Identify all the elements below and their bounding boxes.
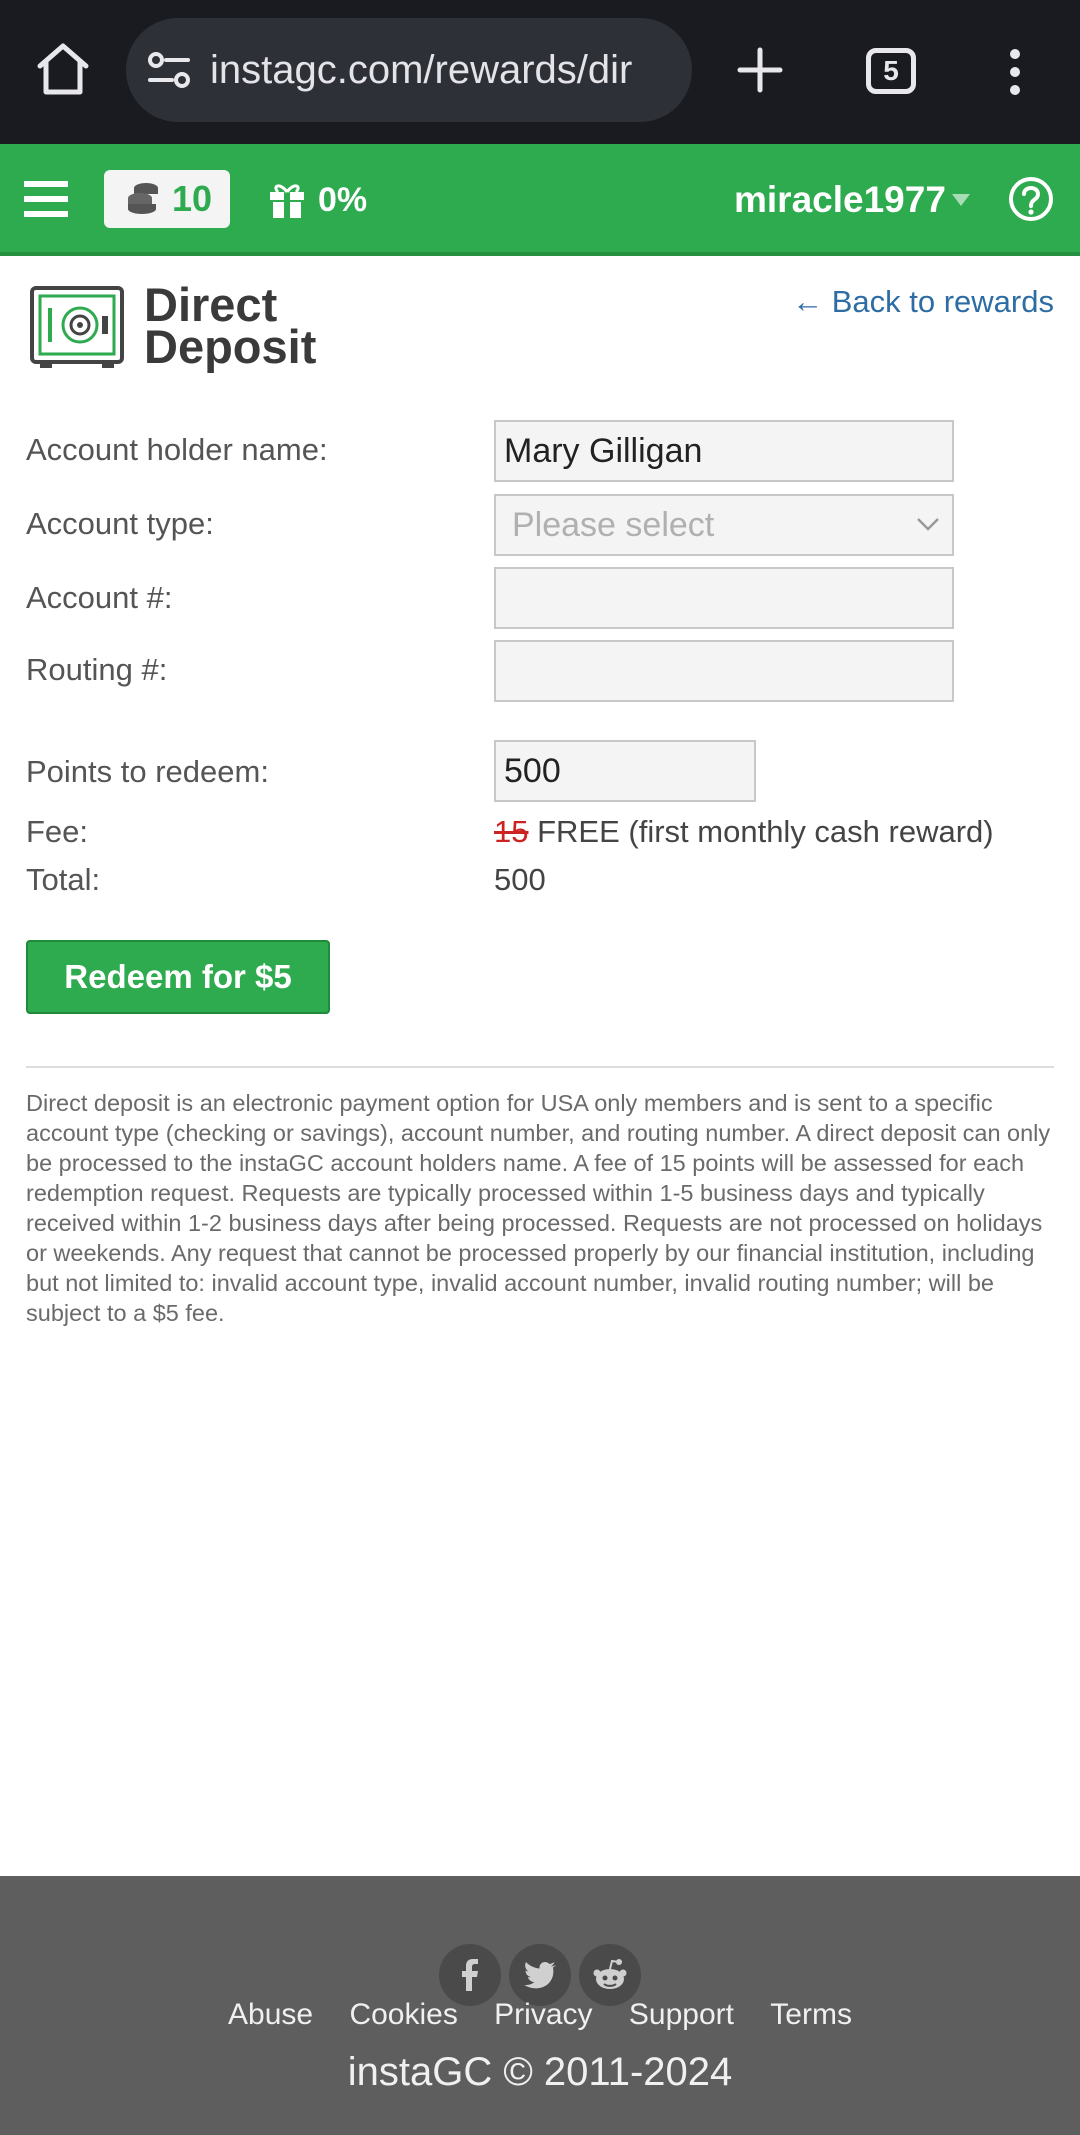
twitter-button[interactable] [509, 1944, 571, 2006]
copyright: instaGC © 2011-2024 [347, 2050, 733, 2094]
username-menu[interactable]: miracle1977 [734, 179, 946, 220]
points-count: 10 [172, 178, 213, 219]
account-holder-label: Account holder name: [26, 432, 328, 467]
footer-links [0, 1998, 1080, 2032]
back-to-rewards-link[interactable]: ← Back to rewards [792, 284, 1054, 319]
points-balance[interactable] [104, 170, 230, 228]
browser-toolbar [0, 0, 1080, 144]
divider [26, 1066, 1054, 1068]
tab-switcher-button[interactable] [866, 48, 916, 94]
fee-label: Fee: [26, 814, 89, 849]
redeem-button[interactable]: Redeem for $5 [26, 940, 330, 1014]
reddit-button[interactable] [579, 1944, 641, 2006]
reddit-icon [592, 1957, 628, 1993]
account-type-label: Account type: [26, 506, 214, 541]
url-text: instagc.com/rewards/dir [210, 48, 633, 92]
total-value: 500 [494, 862, 546, 897]
hamburger-menu-icon[interactable] [24, 179, 68, 219]
footer-link-support[interactable]: Support [628, 1998, 734, 2031]
site-settings-icon[interactable] [146, 49, 192, 91]
chevron-down-icon [916, 516, 940, 532]
tab-count: 5 [883, 55, 899, 86]
account-type-placeholder: Please select [512, 506, 715, 544]
page-title: Direct Deposit [144, 278, 317, 373]
coins-icon [124, 182, 160, 216]
facebook-button[interactable] [439, 1944, 501, 2006]
account-type-select[interactable] [494, 494, 954, 556]
account-number-input[interactable] [494, 567, 954, 629]
points-to-redeem-input[interactable]: 500 [494, 740, 756, 802]
twitter-icon [522, 1957, 558, 1993]
gift-icon[interactable] [268, 180, 306, 218]
bonus-percent[interactable]: 0% [318, 181, 368, 219]
account-holder-input[interactable]: Mary Gilligan [494, 420, 954, 482]
home-icon[interactable] [34, 40, 92, 98]
total-label: Total: [26, 862, 101, 897]
site-header [0, 144, 1080, 256]
footer [0, 1876, 1080, 2135]
routing-number-label: Routing #: [26, 652, 168, 687]
safe-icon [30, 286, 124, 370]
facebook-icon [452, 1957, 488, 1993]
address-bar[interactable] [126, 18, 692, 122]
routing-number-input[interactable] [494, 640, 954, 702]
footer-link-terms[interactable]: Terms [770, 1998, 852, 2031]
fee-text: FREE (first monthly cash reward) [537, 814, 994, 849]
points-to-redeem-label: Points to redeem: [26, 754, 269, 789]
footer-link-abuse[interactable]: Abuse [228, 1998, 314, 2031]
caret-down-icon[interactable] [952, 194, 970, 206]
footer-link-cookies[interactable]: Cookies [349, 1998, 458, 2031]
help-icon[interactable] [1008, 176, 1054, 222]
browser-menu-icon[interactable] [1008, 48, 1022, 96]
footer-link-privacy[interactable]: Privacy [494, 1998, 593, 2031]
new-tab-icon[interactable] [736, 46, 784, 94]
description-text: Direct deposit is an electronic payment option for USA only members and is sent to a specific account type (checking or savings), account number, and routing number. A direct deposit can only be processed to the instaGC account holders name. A fee of 15 points will be assessed for each redemption request. Requests are typically processed within 1-5 business days and typically received within 1-2 business days after being processed. Requests are not processed on holidays or weekends. Any request that cannot be processed properly by our financial institution, including but not limited to: invalid account type, invalid account number, invalid routing number; will be subject to a $5 fee. [26, 1090, 1051, 1326]
fee-original: 15 [494, 814, 529, 849]
fee-value [494, 814, 994, 850]
account-number-label: Account #: [26, 580, 173, 615]
